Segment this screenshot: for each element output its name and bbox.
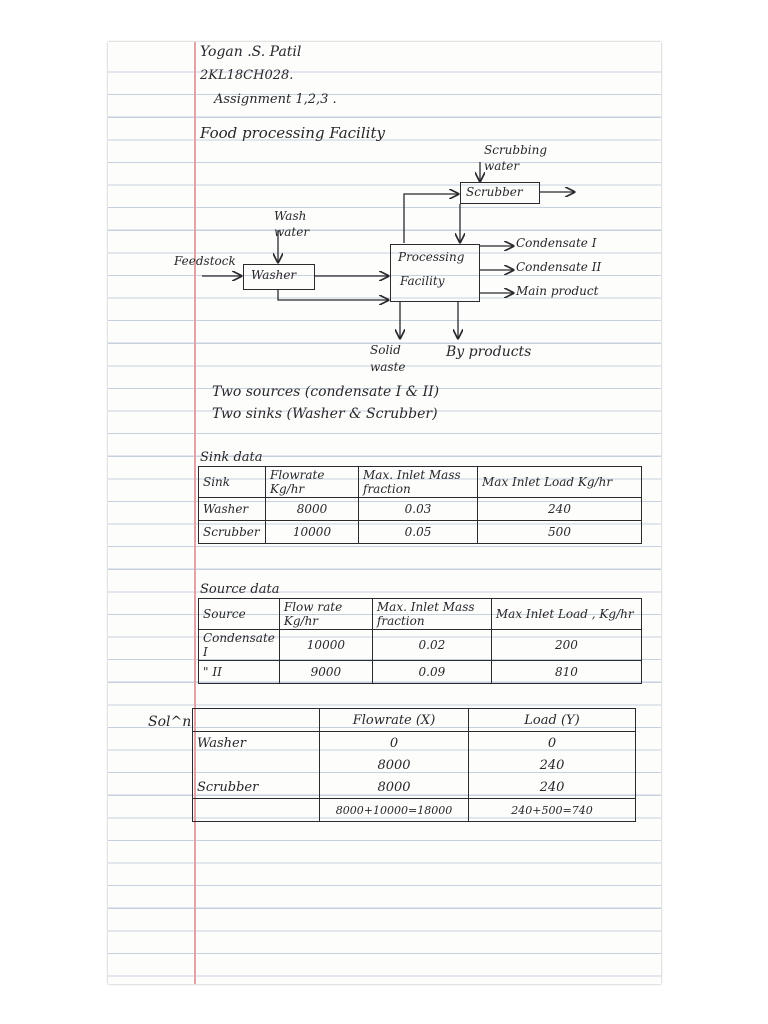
- table-cell: 200: [491, 630, 641, 661]
- table-cell: 240+500=740: [469, 799, 636, 822]
- table-row: [193, 709, 636, 732]
- facility-label: Facility: [400, 274, 445, 288]
- header-cell: Max. Inlet Mass fraction: [372, 599, 491, 630]
- note-sinks: Two sinks (Washer & Scrubber): [212, 406, 438, 422]
- scrubbing-water-label: Scrubbing water: [484, 143, 548, 173]
- output-condensate-2: Condensate II: [516, 260, 602, 274]
- header-cell: Max Inlet Load Kg/hr: [478, 467, 642, 498]
- output-condensate-1: Condensate I: [516, 236, 597, 250]
- output-main-product: Main product: [516, 284, 599, 298]
- table-row: [199, 661, 642, 684]
- flow-arrows: [108, 42, 661, 382]
- table-cell: [193, 754, 320, 776]
- diagram-title: Food processing Facility: [200, 124, 385, 142]
- table-row: [199, 630, 642, 661]
- table-row: [199, 521, 642, 544]
- table-cell: 0.09: [372, 661, 491, 684]
- processing-label: Processing: [398, 250, 465, 264]
- table-row: [193, 754, 636, 776]
- assignment-label: Assignment 1,2,3 .: [214, 92, 337, 107]
- table-cell: 0.05: [359, 521, 478, 544]
- table-row: [199, 467, 642, 498]
- sink-table: [198, 466, 642, 544]
- table-cell: 0.03: [359, 498, 478, 521]
- table-cell: 8000: [266, 498, 359, 521]
- solution-table: [192, 708, 636, 822]
- table-cell: 0.02: [372, 630, 491, 661]
- header-cell: Sink: [199, 467, 266, 498]
- table-cell: 0: [320, 732, 469, 755]
- roll-number: 2KL18CH028.: [200, 68, 294, 83]
- table-cell: 0: [469, 732, 636, 755]
- solution-label: Sol^n: [148, 714, 192, 730]
- source-table-caption: Source data: [200, 582, 280, 597]
- table-cell: 810: [491, 661, 641, 684]
- header-cell: Max. Inlet Mass fraction: [359, 467, 478, 498]
- table-row: [199, 498, 642, 521]
- table-row: [193, 799, 636, 822]
- table-cell: 500: [478, 521, 642, 544]
- by-products-label: By products: [446, 344, 532, 360]
- feedstock-label: Feedstock: [174, 254, 236, 268]
- table-cell: 8000: [320, 754, 469, 776]
- header-cell: Flowrate Kg/hr: [266, 467, 359, 498]
- table-cell: 10000: [266, 521, 359, 544]
- header-cell: Max Inlet Load , Kg/hr: [491, 599, 641, 630]
- solid-waste-label: Solid waste: [370, 343, 406, 374]
- table-cell: 240: [478, 498, 642, 521]
- table-cell: 8000+10000=18000: [320, 799, 469, 822]
- header-cell: Flow rate Kg/hr: [279, 599, 372, 630]
- table-cell: " II: [199, 661, 280, 684]
- table-cell: 8000: [320, 776, 469, 799]
- wash-water-label: Wash water: [274, 209, 310, 239]
- header-cell: Flowrate (X): [320, 709, 469, 732]
- table-row: [199, 599, 642, 630]
- table-row: [193, 732, 636, 755]
- table-cell: 9000: [279, 661, 372, 684]
- table-cell: Washer: [193, 732, 320, 755]
- table-cell: Washer: [199, 498, 266, 521]
- scrubber-label: Scrubber: [466, 185, 523, 199]
- header-cell: Source: [199, 599, 280, 630]
- table-cell: Scrubber: [199, 521, 266, 544]
- table-cell: [193, 799, 320, 822]
- header-cell: Load (Y): [469, 709, 636, 732]
- source-table: [198, 598, 642, 684]
- note-sources: Two sources (condensate I & II): [212, 384, 440, 400]
- student-name: Yogan .S. Patil: [200, 44, 302, 60]
- notebook-page: [108, 42, 661, 984]
- table-cell: 10000: [279, 630, 372, 661]
- table-cell: Scrubber: [193, 776, 320, 799]
- table-cell: 240: [469, 776, 636, 799]
- table-cell: 240: [469, 754, 636, 776]
- sink-table-caption: Sink data: [200, 450, 263, 465]
- header-cell: [193, 709, 320, 732]
- table-cell: Condensate I: [199, 630, 280, 661]
- table-row: [193, 776, 636, 799]
- washer-label: Washer: [251, 268, 297, 282]
